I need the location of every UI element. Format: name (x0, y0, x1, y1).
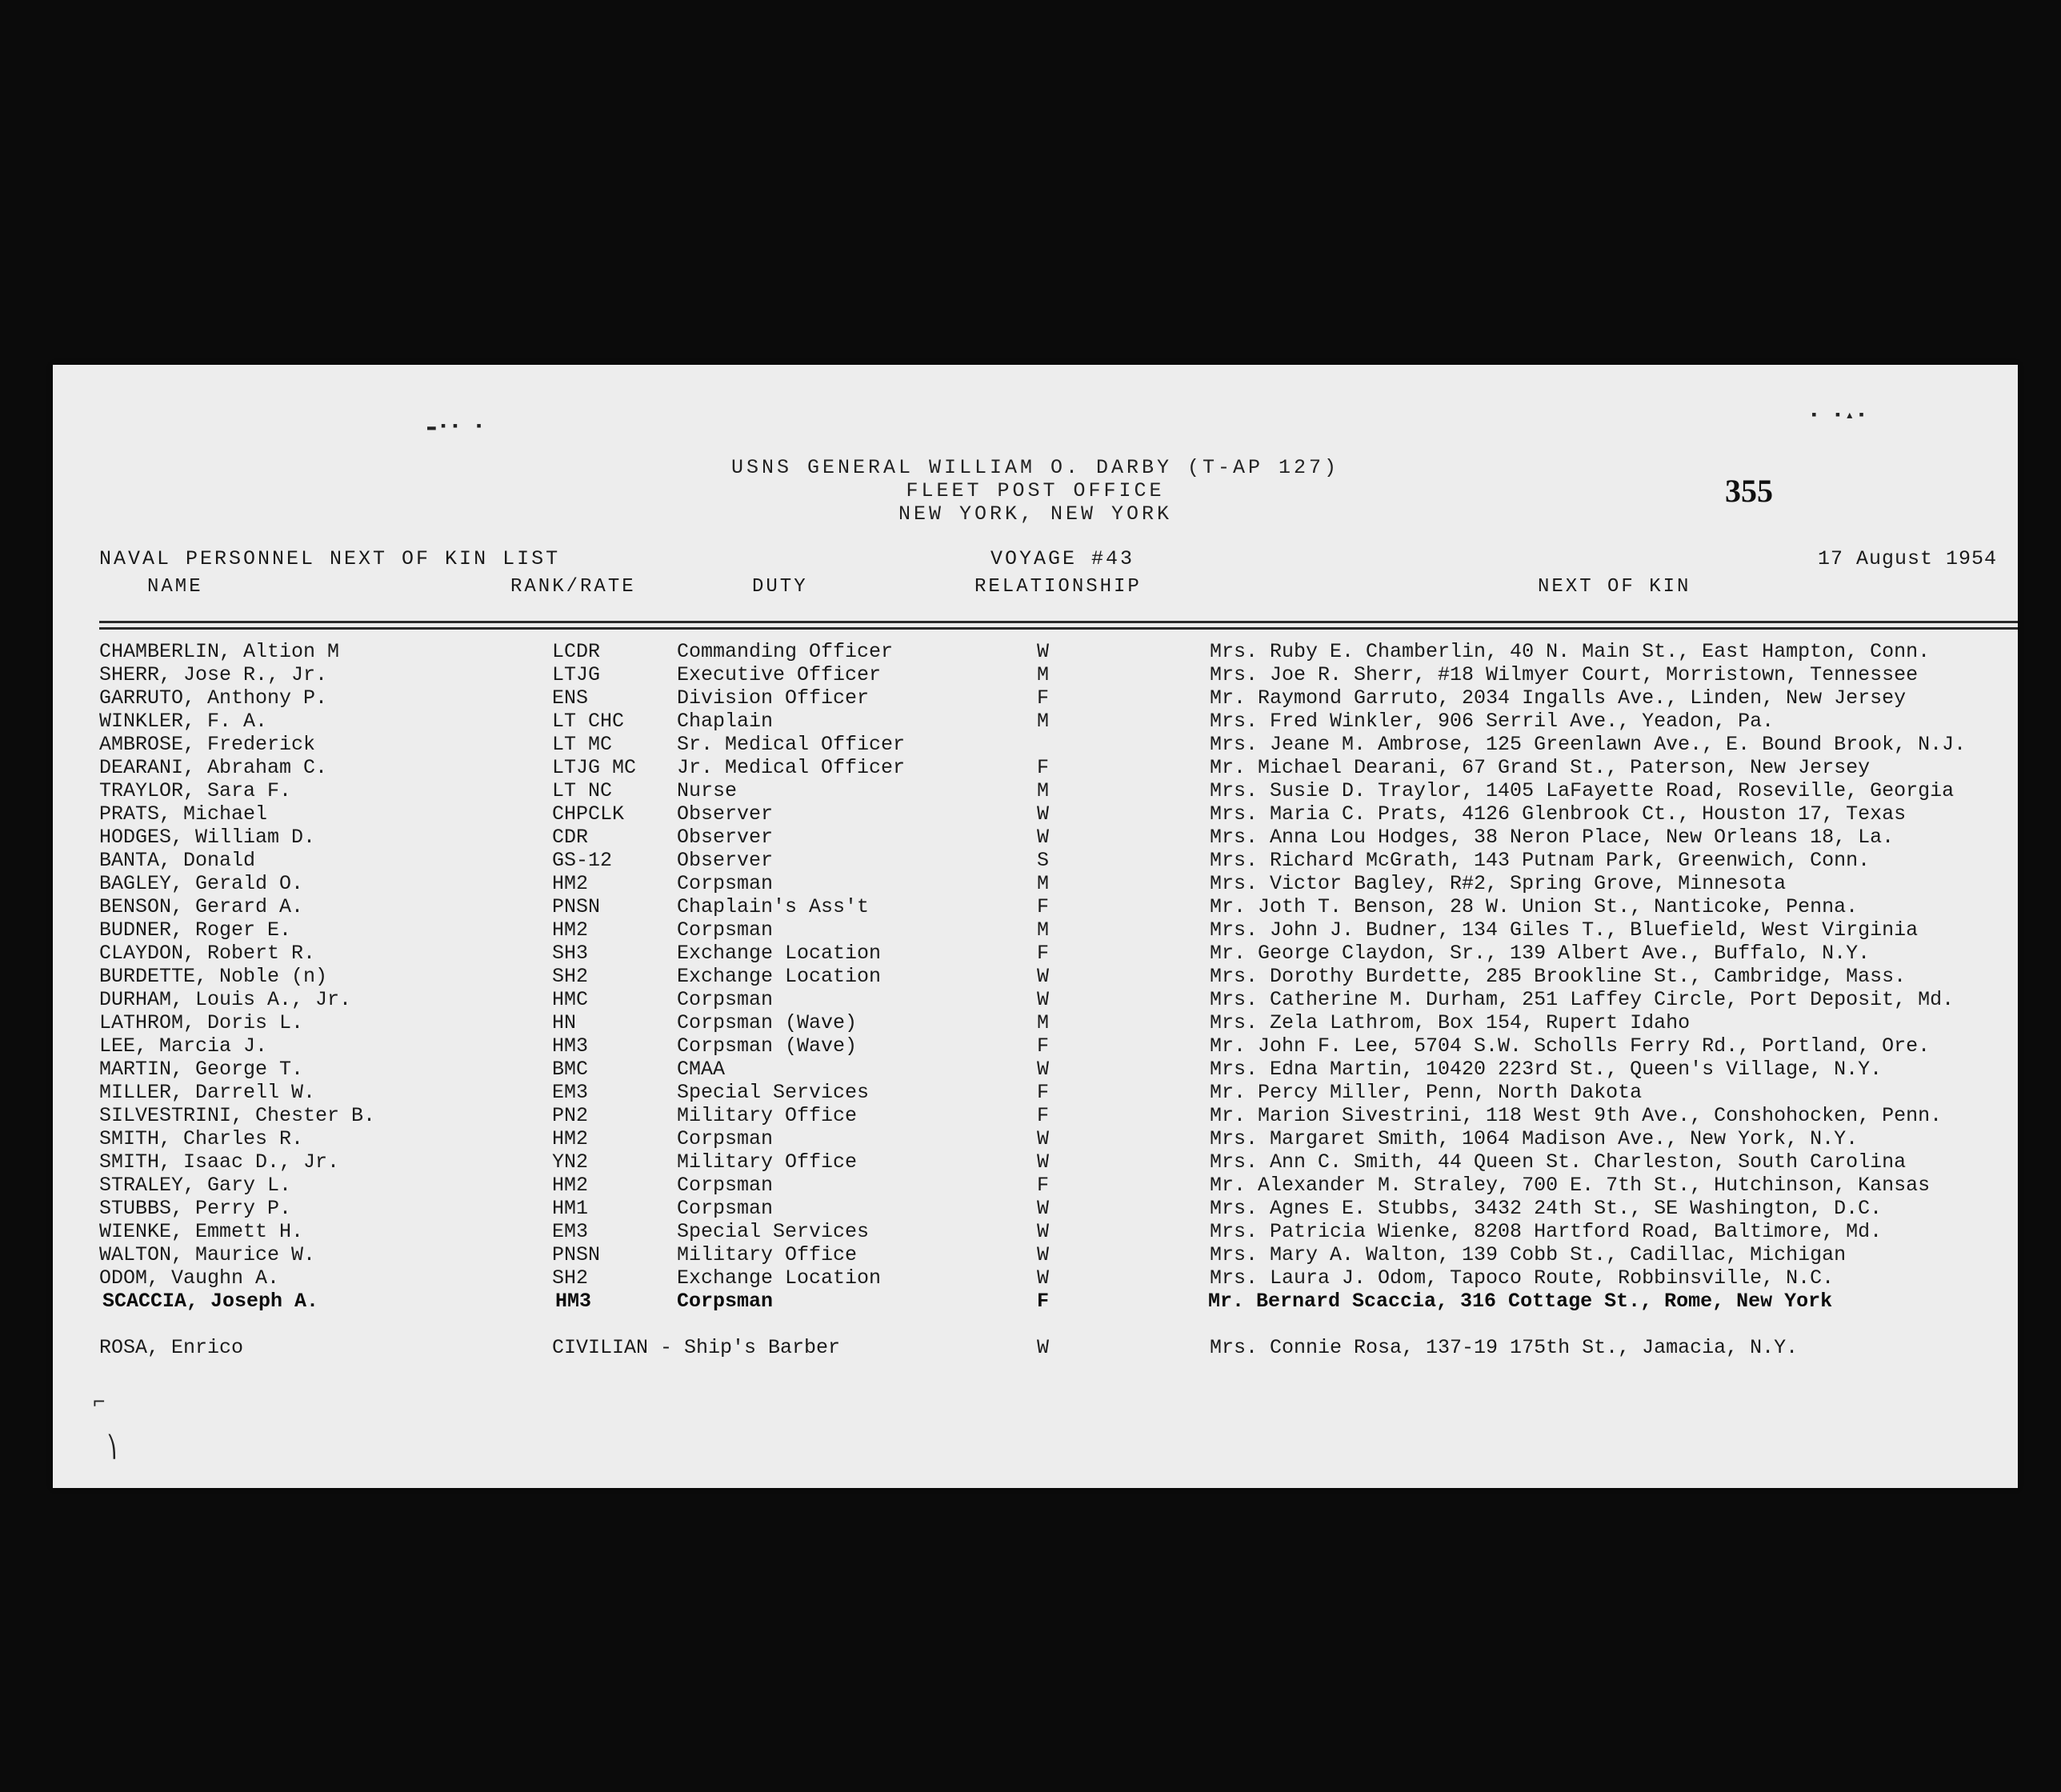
table-row (53, 872, 2018, 895)
row-next-of-kin: Mrs. Maria C. Prats, 4126 Glenbrook Ct., Houston 17, Texas (1210, 802, 1907, 826)
table-row (53, 756, 2018, 779)
row-relationship: W (1037, 965, 1050, 988)
table-row (53, 895, 2018, 918)
row-relationship: M (1037, 918, 1050, 942)
row-rank: PNSN (552, 895, 601, 918)
table-row (53, 779, 2018, 802)
row-duty: CMAA (677, 1058, 726, 1081)
row-next-of-kin: Mrs. Jeane M. Ambrose, 125 Greenlawn Ave., E. Bound Brook, N.J. (1210, 733, 1967, 756)
row-rank: LT NC (552, 779, 613, 802)
margin-mark: ⎞ (106, 1436, 118, 1460)
row-rank: SH3 (552, 942, 589, 965)
table-row (53, 1011, 2018, 1034)
row-next-of-kin: Mrs. Richard McGrath, 143 Putnam Park, Greenwich, Conn. (1210, 849, 1871, 872)
row-rank: LTJG (552, 663, 601, 686)
row-duty: Sr. Medical Officer (677, 733, 906, 756)
row-relationship: W (1037, 1243, 1050, 1266)
ship-location: NEW YORK, NEW YORK (898, 502, 1173, 526)
row-relationship: F (1037, 942, 1050, 965)
table-row (53, 1150, 2018, 1174)
table-row (53, 640, 2018, 663)
row-relationship: W (1037, 640, 1050, 663)
speck-marks: ▬▪▪ ▪ (427, 419, 487, 435)
row-next-of-kin: Mrs. Fred Winkler, 906 Serril Ave., Yeadon, Pa. (1210, 710, 1775, 733)
row-name: BANTA, Donald (99, 849, 256, 872)
table-row (53, 686, 2018, 710)
row-rank: HM2 (552, 918, 589, 942)
table-row (53, 663, 2018, 686)
row-rank: CHPCLK (552, 802, 625, 826)
row-name: WIENKE, Emmett H. (99, 1220, 304, 1243)
row-duty: Nurse (677, 779, 738, 802)
row-next-of-kin: Mrs. Dorothy Burdette, 285 Brookline St., Cambridge, Mass. (1210, 965, 1907, 988)
row-next-of-kin: Mr. Bernard Scaccia, 316 Cottage St., Rome, New York (1208, 1290, 1833, 1313)
row-next-of-kin: Mrs. Catherine M. Durham, 251 Laffey Circle, Port Deposit, Md. (1210, 988, 1955, 1011)
row-rank: SH2 (552, 1266, 589, 1290)
row-next-of-kin: Mr. Alexander M. Straley, 700 E. 7th St., Hutchinson, Kansas (1210, 1174, 1931, 1197)
table-row (53, 1243, 2018, 1266)
row-rank: HM3 (552, 1034, 589, 1058)
row-duty: Special Services (677, 1220, 870, 1243)
table-row (53, 942, 2018, 965)
row-duty: Corpsman (677, 1174, 774, 1197)
row-rank: HM1 (552, 1197, 589, 1220)
row-duty: Chaplain's Ass't (677, 895, 870, 918)
row-relationship: W (1037, 826, 1050, 849)
column-header-relationship: RELATIONSHIP (974, 576, 1142, 598)
table-row (53, 1266, 2018, 1290)
row-rank: SH2 (552, 965, 589, 988)
row-relationship: M (1037, 779, 1050, 802)
column-header-name: NAME (147, 576, 203, 598)
row-duty: Exchange Location (677, 1266, 882, 1290)
row-name: SCACCIA, Joseph A. (102, 1290, 319, 1313)
row-next-of-kin: Mrs. Zela Lathrom, Box 154, Rupert Idaho (1210, 1011, 1691, 1034)
row-name: STUBBS, Perry P. (99, 1197, 292, 1220)
row-duty: Special Services (677, 1081, 870, 1104)
row-next-of-kin: Mrs. Mary A. Walton, 139 Cobb St., Cadillac, Michigan (1210, 1243, 1847, 1266)
ship-name: USNS GENERAL WILLIAM O. DARBY (T-AP 127) (730, 456, 1340, 479)
table-row (53, 1220, 2018, 1243)
table-row (53, 1058, 2018, 1081)
page-number: 355 (1725, 473, 1773, 509)
row-name: BAGLEY, Gerald O. (99, 872, 304, 895)
row-relationship: W (1037, 1150, 1050, 1174)
list-date: 17 August 1954 (1818, 547, 1998, 570)
row-name: MARTIN, George T. (99, 1058, 304, 1081)
table-row (53, 1104, 2018, 1127)
row-rank: PN2 (552, 1104, 589, 1127)
row-relationship: W (1037, 1197, 1050, 1220)
row-name: CHAMBERLIN, Altion M (99, 640, 340, 663)
row-name: SILVESTRINI, Chester B. (99, 1104, 376, 1127)
row-duty: Division Officer (677, 686, 870, 710)
row-next-of-kin: Mrs. Ruby E. Chamberlin, 40 N. Main St., East Hampton, Conn. (1210, 640, 1931, 663)
row-next-of-kin: Mrs. Margaret Smith, 1064 Madison Ave., New York, N.Y. (1210, 1127, 1859, 1150)
row-next-of-kin: Mrs. John J. Budner, 134 Giles T., Bluefield, West Virginia (1210, 918, 1919, 942)
row-name: TRAYLOR, Sara F. (99, 779, 292, 802)
row-duty: Corpsman (677, 1290, 774, 1313)
table-row (53, 918, 2018, 942)
row-duty: Jr. Medical Officer (677, 756, 906, 779)
row-duty: Observer (677, 802, 774, 826)
row-name: CLAYDON, Robert R. (99, 942, 316, 965)
row-name: AMBROSE, Frederick (99, 733, 316, 756)
row-name: DURHAM, Louis A., Jr. (99, 988, 352, 1011)
table-row (53, 1290, 2018, 1313)
row-duty: Executive Officer (677, 663, 882, 686)
row-rank: YN2 (552, 1150, 589, 1174)
row-name: LATHROM, Doris L. (99, 1011, 304, 1034)
row-rank: HM2 (552, 872, 589, 895)
row-rank-duty: CIVILIAN - Ship's Barber (552, 1336, 841, 1359)
row-duty: Military Office (677, 1104, 858, 1127)
table-row (53, 710, 2018, 733)
row-next-of-kin: Mrs. Victor Bagley, R#2, Spring Grove, Minnesota (1210, 872, 1787, 895)
column-header-next-of-kin: NEXT OF KIN (1538, 576, 1691, 598)
row-duty: Corpsman (677, 1197, 774, 1220)
row-name: BUDNER, Roger E. (99, 918, 292, 942)
row-relationship: F (1037, 1034, 1050, 1058)
row-name: ROSA, Enrico (99, 1336, 244, 1359)
row-rank: CDR (552, 826, 589, 849)
row-duty: Observer (677, 849, 774, 872)
row-name: SMITH, Isaac D., Jr. (99, 1150, 340, 1174)
list-title: NAVAL PERSONNEL NEXT OF KIN LIST (99, 547, 561, 570)
header-rule-bottom (99, 627, 2018, 630)
row-next-of-kin: Mr. John F. Lee, 5704 S.W. Scholls Ferry Rd., Portland, Ore. (1210, 1034, 1931, 1058)
row-next-of-kin: Mr. Raymond Garruto, 2034 Ingalls Ave., Linden, New Jersey (1210, 686, 1907, 710)
row-name: BENSON, Gerard A. (99, 895, 304, 918)
row-name: LEE, Marcia J. (99, 1034, 268, 1058)
row-next-of-kin: Mrs. Joe R. Sherr, #18 Wilmyer Court, Morristown, Tennessee (1210, 663, 1919, 686)
row-rank: LT CHC (552, 710, 625, 733)
table-row (53, 988, 2018, 1011)
document-page (53, 365, 2018, 1488)
row-next-of-kin: Mrs. Patricia Wienke, 8208 Hartford Road, Baltimore, Md. (1210, 1220, 1883, 1243)
row-rank: HM2 (552, 1174, 589, 1197)
row-rank: LT MC (552, 733, 613, 756)
row-name: MILLER, Darrell W. (99, 1081, 316, 1104)
row-relationship: F (1037, 686, 1050, 710)
row-name: BURDETTE, Noble (n) (99, 965, 328, 988)
row-duty: Corpsman (677, 872, 774, 895)
row-next-of-kin: Mr. Marion Sivestrini, 118 West 9th Ave., Conshohocken, Penn. (1210, 1104, 1943, 1127)
row-relationship: F (1037, 1290, 1050, 1313)
row-relationship: W (1037, 1127, 1050, 1150)
row-duty: Military Office (677, 1150, 858, 1174)
row-name: WALTON, Maurice W. (99, 1243, 316, 1266)
row-relationship: W (1037, 1058, 1050, 1081)
table-row (53, 1197, 2018, 1220)
voyage-number: VOYAGE #43 (990, 547, 1135, 570)
row-duty: Observer (677, 826, 774, 849)
row-duty: Exchange Location (677, 942, 882, 965)
table-row (53, 733, 2018, 756)
row-relationship: F (1037, 756, 1050, 779)
row-name: GARRUTO, Anthony P. (99, 686, 328, 710)
row-rank: GS-12 (552, 849, 613, 872)
table-row (53, 849, 2018, 872)
row-next-of-kin: Mr. Michael Dearani, 67 Grand St., Paterson, New Jersey (1210, 756, 1871, 779)
row-duty: Corpsman (677, 1127, 774, 1150)
column-header-duty: DUTY (752, 576, 808, 598)
column-header-rank: RANK/RATE (510, 576, 636, 598)
row-next-of-kin: Mr. Percy Miller, Penn, North Dakota (1210, 1081, 1643, 1104)
row-rank: HMC (552, 988, 589, 1011)
row-name: DEARANI, Abraham C. (99, 756, 328, 779)
row-rank: EM3 (552, 1081, 589, 1104)
row-relationship: W (1037, 1220, 1050, 1243)
row-name: SHERR, Jose R., Jr. (99, 663, 328, 686)
row-next-of-kin: Mrs. Laura J. Odom, Tapoco Route, Robbinsville, N.C. (1210, 1266, 1835, 1290)
table-row (53, 826, 2018, 849)
row-name: HODGES, William D. (99, 826, 316, 849)
row-name: WINKLER, F. A. (99, 710, 268, 733)
civilian-row (53, 1336, 2018, 1359)
table-row (53, 1127, 2018, 1150)
row-next-of-kin: Mrs. Susie D. Traylor, 1405 LaFayette Road, Roseville, Georgia (1210, 779, 1955, 802)
row-next-of-kin: Mrs. Edna Martin, 10420 223rd St., Queen's Village, N.Y. (1210, 1058, 1883, 1081)
row-name: STRALEY, Gary L. (99, 1174, 292, 1197)
header-rule-top (99, 621, 2018, 623)
table-row (53, 802, 2018, 826)
row-relationship: F (1037, 1104, 1050, 1127)
table-row (53, 965, 2018, 988)
row-duty: Corpsman (Wave) (677, 1011, 858, 1034)
row-next-of-kin: Mr. Joth T. Benson, 28 W. Union St., Nanticoke, Penna. (1210, 895, 1859, 918)
row-relationship: W (1037, 802, 1050, 826)
row-relationship: F (1037, 1081, 1050, 1104)
row-relationship: M (1037, 710, 1050, 733)
post-office: FLEET POST OFFICE (906, 479, 1165, 502)
row-rank: BMC (552, 1058, 589, 1081)
row-relationship: F (1037, 895, 1050, 918)
table-row (53, 1034, 2018, 1058)
table-row (53, 1174, 2018, 1197)
row-next-of-kin: Mrs. Agnes E. Stubbs, 3432 24th St., SE Washington, D.C. (1210, 1197, 1883, 1220)
row-next-of-kin: Mr. George Claydon, Sr., 139 Albert Ave., Buffalo, N.Y. (1210, 942, 1871, 965)
row-duty: Exchange Location (677, 965, 882, 988)
row-relationship: W (1037, 988, 1050, 1011)
table-row (53, 1081, 2018, 1104)
row-relationship: W (1037, 1266, 1050, 1290)
row-relationship: M (1037, 663, 1050, 686)
row-rank: LCDR (552, 640, 601, 663)
row-name: PRATS, Michael (99, 802, 268, 826)
row-next-of-kin: Mrs. Anna Lou Hodges, 38 Neron Place, New Orleans 18, La. (1210, 826, 1895, 849)
row-name: ODOM, Vaughn A. (99, 1266, 280, 1290)
row-name: SMITH, Charles R. (99, 1127, 304, 1150)
row-relationship: F (1037, 1174, 1050, 1197)
speck-marks: ▪ ▪▴▪ (1810, 408, 1870, 424)
row-rank: PNSN (552, 1243, 601, 1266)
row-duty: Military Office (677, 1243, 858, 1266)
row-rank: ENS (552, 686, 589, 710)
row-duty: Corpsman (677, 918, 774, 942)
margin-mark: ⌐ (93, 1390, 106, 1414)
row-relationship: S (1037, 849, 1050, 872)
row-duty: Corpsman (677, 988, 774, 1011)
row-next-of-kin: Mrs. Connie Rosa, 137-19 175th St., Jamacia, N.Y. (1210, 1336, 1799, 1359)
row-rank: LTJG MC (552, 756, 637, 779)
row-rank: HM3 (555, 1290, 592, 1313)
row-duty: Chaplain (677, 710, 774, 733)
row-rank: HN (552, 1011, 577, 1034)
row-relationship: M (1037, 1011, 1050, 1034)
row-duty: Commanding Officer (677, 640, 894, 663)
row-next-of-kin: Mrs. Ann C. Smith, 44 Queen St. Charleston, South Carolina (1210, 1150, 1907, 1174)
row-rank: HM2 (552, 1127, 589, 1150)
row-relationship: W (1037, 1336, 1050, 1359)
row-relationship: M (1037, 872, 1050, 895)
row-duty: Corpsman (Wave) (677, 1034, 858, 1058)
row-rank: EM3 (552, 1220, 589, 1243)
